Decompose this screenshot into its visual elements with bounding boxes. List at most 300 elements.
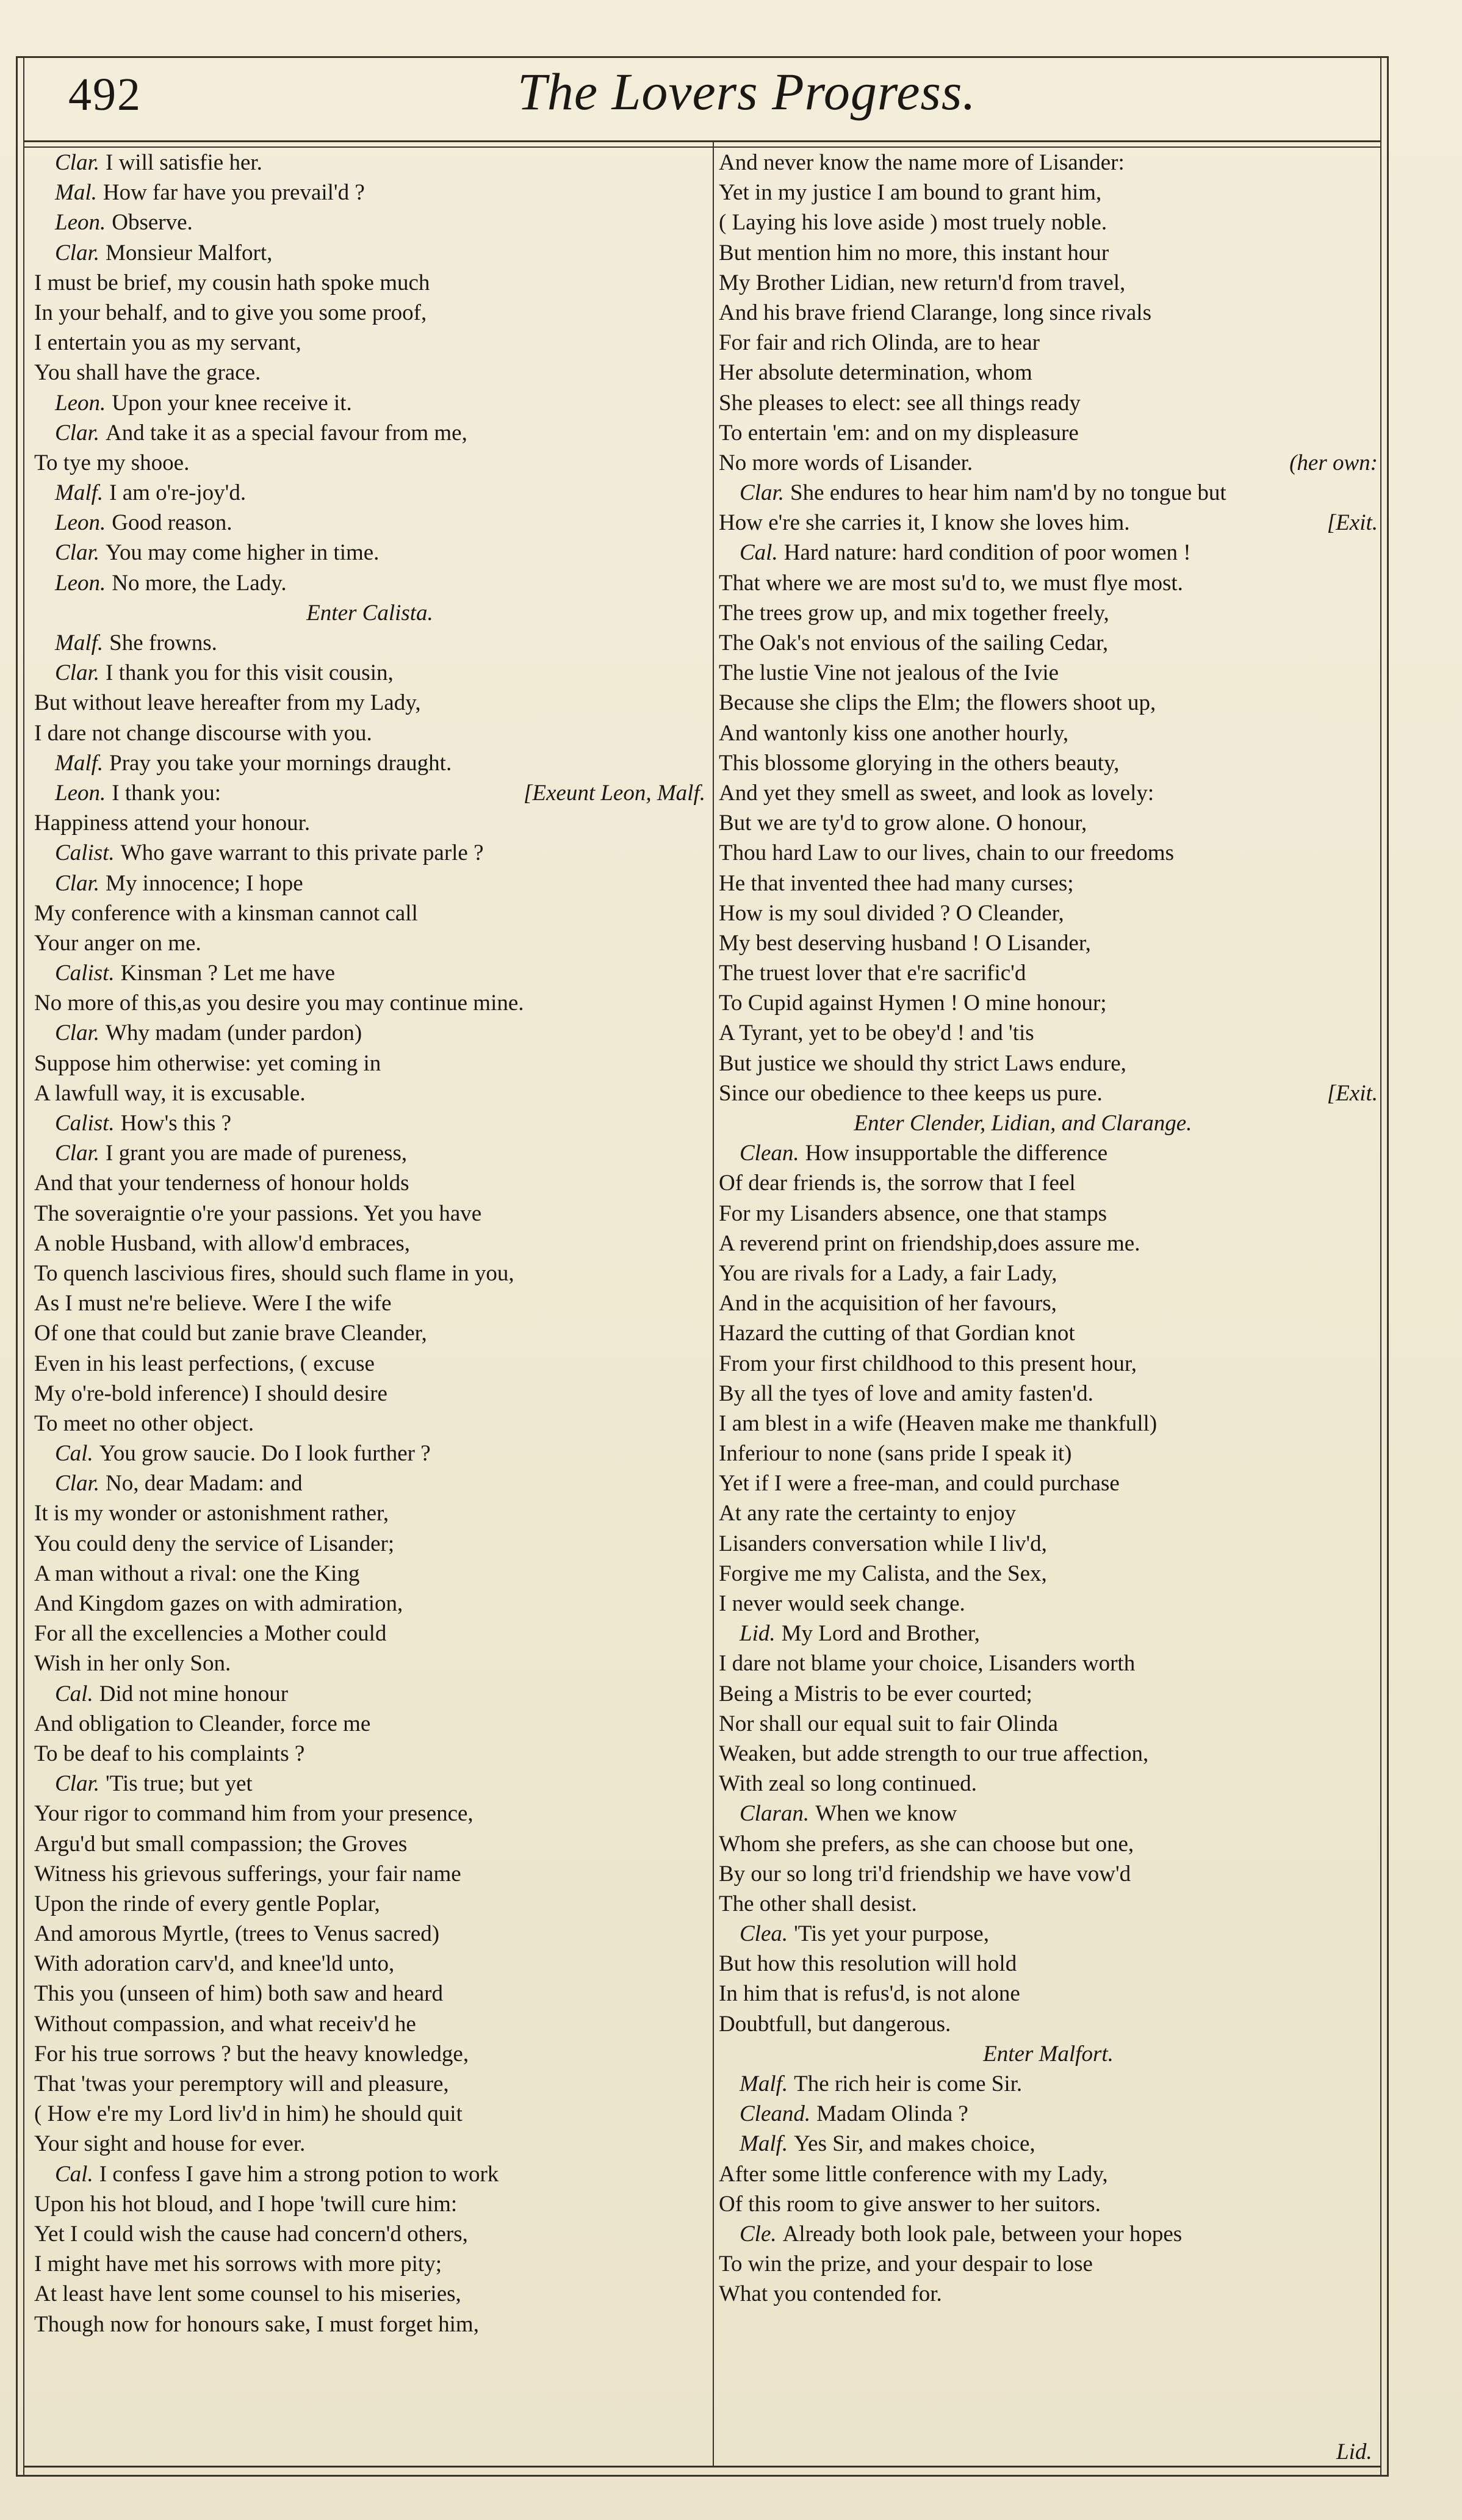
speaker-name: Cal. xyxy=(740,540,778,566)
verse-line xyxy=(719,718,1378,748)
speaker-name: Leon. xyxy=(55,510,106,536)
verse-line xyxy=(34,1229,705,1258)
verse-line xyxy=(34,268,705,298)
verse-line xyxy=(719,898,1378,928)
verse-text: The trees grow up, and mix together freely, xyxy=(719,600,1109,626)
verse-line xyxy=(719,358,1378,388)
verse-line xyxy=(34,1468,705,1498)
verse-text: Yet in my justice I am bound to grant him, xyxy=(719,180,1102,206)
verse-text: Of one that could but zanie brave Cleander, xyxy=(34,1321,427,1346)
verse-line xyxy=(719,1379,1378,1409)
verse-text: For his true sorrows ? but the heavy knowledge, xyxy=(34,2041,469,2067)
verse-text: A reverend print on friendship,does assure me. xyxy=(719,1230,1140,1256)
verse-text: My innocence; I hope xyxy=(106,870,303,896)
verse-text: And amorous Myrtle, (trees to Venus sacred) xyxy=(34,1921,440,1947)
verse-text: This you (unseen of him) both saw and heard xyxy=(34,1981,443,2007)
verse-line xyxy=(719,328,1378,358)
verse-line xyxy=(719,1349,1378,1379)
verse-line xyxy=(719,2219,1378,2249)
verse-line xyxy=(34,1859,705,1889)
verse-line xyxy=(719,448,1378,478)
verse-text: Monsieur Malfort, xyxy=(106,240,273,265)
verse-line xyxy=(719,268,1378,298)
verse-text: What you contended for. xyxy=(719,2281,942,2307)
verse-line xyxy=(34,1619,705,1648)
verse-text: Wish in her only Son. xyxy=(34,1651,231,1677)
verse-text: To quench lascivious fires, should such flame in you, xyxy=(34,1260,514,1286)
verse-line xyxy=(719,1318,1378,1348)
verse-text: Thou hard Law to our lives, chain to our freedoms xyxy=(719,840,1174,866)
verse-line xyxy=(719,688,1378,718)
verse-line xyxy=(34,568,705,598)
verse-text: Even in his least perfections, ( excuse xyxy=(34,1351,375,1376)
verse-text: And that your tenderness of honour holds xyxy=(34,1171,409,1196)
speaker-name: Claran. xyxy=(740,1801,810,1827)
verse-text: But justice we should thy strict Laws endure, xyxy=(719,1050,1126,1076)
verse-text: By our so long tri'd friendship we have vow'd xyxy=(719,1861,1131,1886)
verse-line xyxy=(719,1859,1378,1889)
speaker-name: Calist. xyxy=(55,840,115,866)
verse-line xyxy=(719,1138,1378,1168)
verse-line xyxy=(34,1919,705,1949)
verse-line xyxy=(719,238,1378,268)
verse-text: I am o're-joy'd. xyxy=(109,480,247,506)
verse-text: The Oak's not envious of the sailing Cedar, xyxy=(719,630,1109,655)
verse-text: Of this room to give answer to her suitors. xyxy=(719,2191,1101,2217)
speaker-name: Lid. xyxy=(740,1621,776,1647)
verse-line xyxy=(34,2039,705,2069)
verse-line xyxy=(719,928,1378,958)
verse-line xyxy=(34,1769,705,1799)
verse-text: Good reason. xyxy=(112,510,232,536)
verse-line xyxy=(34,1379,705,1409)
verse-line xyxy=(34,1409,705,1439)
speaker-name: Clar. xyxy=(740,480,785,506)
verse-text: Upon the rinde of every gentle Poplar, xyxy=(34,1891,380,1916)
verse-text: Argu'd but small compassion; the Groves xyxy=(34,1831,408,1857)
verse-text: As I must ne're believe. Were I the wife xyxy=(34,1291,392,1316)
exit-direction: [Exeunt Leon, Malf. xyxy=(523,780,705,806)
verse-line xyxy=(34,508,705,538)
speaker-name: Clar. xyxy=(55,1020,100,1046)
verse-text: She frowns. xyxy=(109,630,217,655)
verse-line xyxy=(719,1049,1378,1078)
verse-text: In your behalf, and to give you some proof, xyxy=(34,300,427,325)
speaker-name: Clar. xyxy=(55,1771,100,1797)
verse-text: To tye my shooe. xyxy=(34,450,190,475)
verse-line xyxy=(34,2219,705,2249)
verse-text: You may come higher in time. xyxy=(106,540,380,566)
verse-text: No more of this,as you desire you may continue mine. xyxy=(34,991,524,1016)
verse-line xyxy=(719,2009,1378,2039)
speaker-name: Mal. xyxy=(55,180,97,206)
verse-text: And his brave friend Clarange, long since rivals xyxy=(719,300,1151,325)
verse-line xyxy=(34,418,705,448)
verse-line xyxy=(719,1078,1378,1108)
verse-line xyxy=(34,2129,705,2159)
verse-line xyxy=(719,1468,1378,1498)
verse-line xyxy=(719,598,1378,628)
stage-direction: Enter Clender, Lidian, and Clarange. xyxy=(854,1111,1192,1136)
verse-line xyxy=(34,2189,705,2219)
verse-line xyxy=(34,1709,705,1739)
verse-text: And take it as a special favour from me, xyxy=(106,420,467,446)
verse-text: And in the acquisition of her favours, xyxy=(719,1291,1057,1316)
verse-line xyxy=(719,148,1378,178)
verse-line xyxy=(34,1349,705,1379)
verse-text: My best deserving husband ! O Lisander, xyxy=(719,930,1091,956)
verse-line xyxy=(34,658,705,688)
speaker-name: Cal. xyxy=(55,1441,93,1467)
verse-text: Hazard the cutting of that Gordian knot xyxy=(719,1321,1075,1346)
verse-text: Lisanders conversation while I liv'd, xyxy=(719,1531,1047,1556)
verse-text: Without compassion, and what receiv'd he xyxy=(34,2011,416,2037)
verse-text: Your anger on me. xyxy=(34,930,201,956)
verse-line xyxy=(34,1078,705,1108)
verse-line xyxy=(719,778,1378,808)
verse-line xyxy=(34,1799,705,1829)
verse-text: To be deaf to his complaints ? xyxy=(34,1741,305,1766)
verse-text: Observe. xyxy=(112,210,193,236)
speaker-name: Malf. xyxy=(55,630,104,655)
verse-line xyxy=(34,1648,705,1678)
verse-line xyxy=(719,958,1378,988)
verse-text: And never know the name more of Lisander: xyxy=(719,150,1125,175)
verse-text: At least have lent some counsel to his miseries, xyxy=(34,2281,461,2307)
stage-direction: Enter Calista. xyxy=(306,600,433,626)
verse-line xyxy=(719,1229,1378,1258)
speaker-name: Leon. xyxy=(55,210,106,236)
speaker-name: Clar. xyxy=(55,660,100,686)
verse-text: My Lord and Brother, xyxy=(781,1621,980,1647)
verse-line xyxy=(34,1498,705,1528)
verse-text: My o're-bold inference) I should desire xyxy=(34,1381,387,1406)
verse-text: The soveraigntie o're your passions. Yet you have xyxy=(34,1200,482,1226)
verse-text: A lawfull way, it is excusable. xyxy=(34,1080,306,1106)
right-column xyxy=(719,148,1378,2309)
verse-text: This blossome glorying in the others beauty, xyxy=(719,750,1120,776)
verse-text: How insupportable the difference xyxy=(805,1141,1108,1166)
verse-text: Whom she prefers, as she can choose but one, xyxy=(719,1831,1134,1857)
verse-text: And wantonly kiss one another hourly, xyxy=(719,720,1069,746)
verse-line xyxy=(719,1168,1378,1198)
verse-line xyxy=(34,538,705,568)
verse-line xyxy=(719,1979,1378,2009)
column-divider xyxy=(713,140,714,2467)
verse-text: You shall have the grace. xyxy=(34,360,261,386)
exit-direction: [Exit. xyxy=(1327,1080,1378,1106)
verse-text: Yes Sir, and makes choice, xyxy=(794,2131,1035,2157)
verse-line xyxy=(34,868,705,898)
verse-text: With adoration carv'd, and knee'ld unto, xyxy=(34,1951,395,1977)
verse-text: For all the excellencies a Mother could xyxy=(34,1621,387,1647)
verse-line xyxy=(34,1199,705,1229)
verse-line xyxy=(34,478,705,508)
verse-text: For fair and rich Olinda, are to hear xyxy=(719,330,1040,356)
verse-text: For my Lisanders absence, one that stamps xyxy=(719,1200,1107,1226)
verse-line xyxy=(719,1619,1378,1648)
verse-line xyxy=(34,1679,705,1709)
verse-line xyxy=(34,2309,705,2339)
verse-text: I dare not blame your choice, Lisanders worth xyxy=(719,1651,1136,1677)
verse-text: My conference with a kinsman cannot call xyxy=(34,900,418,926)
verse-text: My Brother Lidian, new return'd from travel, xyxy=(719,270,1126,295)
verse-text: But we are ty'd to grow alone. O honour, xyxy=(719,811,1087,836)
header-rule xyxy=(23,140,1381,142)
verse-text: No more words of Lisander. xyxy=(719,450,973,475)
verse-line xyxy=(719,388,1378,418)
verse-line xyxy=(34,388,705,418)
verse-line xyxy=(34,328,705,358)
verse-text: At any rate the certainty to enjoy xyxy=(719,1501,1016,1526)
verse-text: He that invented thee had many curses; xyxy=(719,870,1074,896)
verse-line xyxy=(719,2129,1378,2159)
verse-line xyxy=(34,208,705,237)
verse-line xyxy=(719,1829,1378,1859)
verse-line xyxy=(719,1648,1378,1678)
speaker-name: Malf. xyxy=(740,2071,788,2096)
exit-direction: [Exit. xyxy=(1327,510,1378,536)
verse-text: And obligation to Cleander, force me xyxy=(34,1711,371,1736)
verse-line xyxy=(34,1589,705,1619)
verse-text: Why madam (under pardon) xyxy=(106,1020,362,1046)
verse-text: With zeal so long continued. xyxy=(719,1771,977,1797)
verse-line xyxy=(34,958,705,988)
verse-line xyxy=(34,1018,705,1048)
verse-line xyxy=(719,1258,1378,1288)
verse-text: I thank you for this visit cousin, xyxy=(106,660,394,686)
verse-text: From your first childhood to this present hour, xyxy=(719,1351,1137,1376)
verse-text: Yet I could wish the cause had concern'd others, xyxy=(34,2221,468,2247)
speaker-name: Cle. xyxy=(740,2221,777,2247)
verse-text: After some little conference with my Lady, xyxy=(719,2161,1108,2187)
verse-text: Who gave warrant to this private parle ? xyxy=(120,840,484,866)
verse-text: You could deny the service of Lisander; xyxy=(34,1531,395,1556)
verse-text: Pray you take your mornings draught. xyxy=(109,750,452,776)
verse-line xyxy=(34,1168,705,1198)
catchword: Lid. xyxy=(1336,2439,1372,2464)
verse-text: She pleases to elect: see all things ready xyxy=(719,390,1081,416)
verse-line xyxy=(34,2069,705,2099)
verse-line xyxy=(34,358,705,388)
speaker-name: Clar. xyxy=(55,540,100,566)
verse-text: It is my wonder or astonishment rather, xyxy=(34,1501,389,1526)
verse-text: Being a Mistris to be ever courted; xyxy=(719,1681,1032,1706)
verse-text: But without leave hereafter from my Lady, xyxy=(34,690,421,716)
verse-line xyxy=(719,1589,1378,1619)
verse-line xyxy=(719,298,1378,328)
verse-text: Doubtfull, but dangerous. xyxy=(719,2011,951,2037)
exit-direction: (her own: xyxy=(1289,450,1378,475)
verse-line xyxy=(719,628,1378,658)
verse-text: I grant you are made of pureness, xyxy=(106,1141,408,1166)
verse-text: A noble Husband, with allow'd embraces, xyxy=(34,1230,411,1256)
verse-line xyxy=(719,1529,1378,1559)
verse-text: The other shall desist. xyxy=(719,1891,917,1916)
verse-line xyxy=(719,418,1378,448)
speaker-name: Clar. xyxy=(55,240,100,265)
verse-text: That where we are most su'd to, we must flye most. xyxy=(719,570,1183,596)
verse-text: I never would seek change. xyxy=(719,1591,965,1616)
verse-text: By all the tyes of love and amity fasten'd. xyxy=(719,1381,1093,1406)
verse-line xyxy=(719,1559,1378,1589)
verse-line xyxy=(34,898,705,928)
verse-line xyxy=(34,178,705,208)
verse-text: I might have met his sorrows with more pity; xyxy=(34,2251,442,2277)
verse-text: And Kingdom gazes on with admiration, xyxy=(34,1591,403,1616)
verse-text: To entertain 'em: and on my displeasure xyxy=(719,420,1079,446)
verse-line xyxy=(719,1409,1378,1439)
verse-text: The truest lover that e're sacrific'd xyxy=(719,961,1026,986)
left-column xyxy=(34,148,705,2339)
verse-line xyxy=(719,868,1378,898)
verse-text: I thank you: xyxy=(112,780,221,806)
verse-line xyxy=(34,628,705,658)
verse-line xyxy=(34,1258,705,1288)
verse-line xyxy=(34,1288,705,1318)
verse-text: Weaken, but adde strength to our true affection, xyxy=(719,1741,1149,1766)
speaker-name: Clean. xyxy=(740,1141,799,1166)
verse-line xyxy=(719,1799,1378,1829)
speaker-name: Calist. xyxy=(55,1111,115,1136)
verse-line xyxy=(34,718,705,748)
verse-line xyxy=(719,658,1378,688)
speaker-name: Leon. xyxy=(55,780,106,806)
verse-line xyxy=(719,2099,1378,2129)
verse-line xyxy=(34,1889,705,1919)
verse-text: When we know xyxy=(815,1801,957,1827)
verse-line xyxy=(34,1739,705,1769)
verse-line xyxy=(34,988,705,1018)
verse-text: Kinsman ? Let me have xyxy=(120,961,336,986)
verse-text: A man without a rival: one the King xyxy=(34,1561,360,1586)
verse-text: I confess I gave him a strong potion to work xyxy=(99,2161,499,2187)
speaker-name: Leon. xyxy=(55,390,106,416)
verse-text: I am blest in a wife (Heaven make me thankfull) xyxy=(719,1410,1158,1436)
speaker-name: Clea. xyxy=(740,1921,788,1947)
verse-line xyxy=(719,2249,1378,2279)
verse-line xyxy=(34,2279,705,2309)
verse-line xyxy=(34,778,705,808)
verse-text: Though now for honours sake, I must forget him, xyxy=(34,2311,479,2337)
verse-line xyxy=(34,2159,705,2189)
verse-line xyxy=(719,568,1378,598)
verse-text: Of dear friends is, the sorrow that I feel xyxy=(719,1171,1076,1196)
verse-text: I will satisfie her. xyxy=(106,150,262,175)
verse-line xyxy=(719,1769,1378,1799)
verse-line xyxy=(34,928,705,958)
verse-line xyxy=(34,2249,705,2279)
verse-text: Madam Olinda ? xyxy=(816,2101,968,2127)
running-title: The Lovers Progress. xyxy=(517,62,976,121)
verse-line xyxy=(34,1949,705,1979)
verse-text: To Cupid against Hymen ! O mine honour; xyxy=(719,991,1107,1016)
verse-text: I dare not change discourse with you. xyxy=(34,720,372,746)
verse-line xyxy=(34,148,705,178)
speaker-name: Malf. xyxy=(55,480,104,506)
verse-line xyxy=(719,208,1378,237)
verse-text: How is my soul divided ? O Cleander, xyxy=(719,900,1064,926)
verse-text: Yet if I were a free-man, and could purchase xyxy=(719,1471,1120,1496)
verse-text: Inferiour to none (sans pride I speak it) xyxy=(719,1441,1072,1467)
verse-line xyxy=(34,298,705,328)
verse-text: No more, the Lady. xyxy=(112,570,287,596)
verse-text: Nor shall our equal suit to fair Olinda xyxy=(719,1711,1058,1736)
speaker-name: Clar. xyxy=(55,1471,100,1496)
verse-line xyxy=(719,2069,1378,2099)
verse-text: A Tyrant, yet to be obey'd ! and 'tis xyxy=(719,1020,1034,1046)
verse-line xyxy=(719,1018,1378,1048)
verse-line xyxy=(34,1049,705,1078)
verse-text: I must be brief, my cousin hath spoke much xyxy=(34,270,430,295)
speaker-name: Cal. xyxy=(55,2161,93,2187)
verse-text: Suppose him otherwise: yet coming in xyxy=(34,1050,381,1076)
speaker-name: Clar. xyxy=(55,150,100,175)
verse-text: How far have you prevail'd ? xyxy=(103,180,365,206)
verse-text: Forgive me my Calista, and the Sex, xyxy=(719,1561,1047,1586)
verse-line xyxy=(34,1559,705,1589)
verse-text: Because she clips the Elm; the flowers shoot up, xyxy=(719,690,1156,716)
verse-text: But mention him no more, this instant hour xyxy=(719,240,1109,265)
verse-line xyxy=(719,1439,1378,1468)
stage-direction: Enter Malfort. xyxy=(983,2041,1114,2067)
verse-text: ( Laying his love aside ) most truely noble. xyxy=(719,210,1107,236)
verse-line xyxy=(34,448,705,478)
verse-line xyxy=(719,478,1378,508)
verse-line xyxy=(719,2159,1378,2189)
verse-line xyxy=(719,1889,1378,1919)
verse-text: Did not mine honour xyxy=(99,1681,289,1706)
verse-line xyxy=(719,838,1378,868)
verse-text: Already both look pale, between your hopes xyxy=(782,2221,1183,2247)
verse-line xyxy=(34,838,705,868)
speaker-name: Malf. xyxy=(740,2131,788,2157)
verse-text: And yet they smell as sweet, and look as lovely: xyxy=(719,780,1154,806)
speaker-name: Clar. xyxy=(55,1141,100,1166)
verse-text: The rich heir is come Sir. xyxy=(794,2071,1023,2096)
verse-text: To meet no other object. xyxy=(34,1410,254,1436)
verse-text: 'Tis yet your purpose, xyxy=(794,1921,989,1947)
verse-line xyxy=(719,748,1378,778)
verse-text: I entertain you as my servant, xyxy=(34,330,301,356)
verse-text: The lustie Vine not jealous of the Ivie xyxy=(719,660,1059,686)
verse-line xyxy=(719,508,1378,538)
verse-text: She endures to hear him nam'd by no tongue but xyxy=(790,480,1226,506)
verse-line xyxy=(34,238,705,268)
verse-text: 'Tis true; but yet xyxy=(106,1771,253,1797)
verse-line xyxy=(34,1318,705,1348)
verse-line xyxy=(34,1138,705,1168)
speaker-name: Malf. xyxy=(55,750,104,776)
speaker-name: Leon. xyxy=(55,570,106,596)
verse-line xyxy=(719,988,1378,1018)
verse-line xyxy=(34,1979,705,2009)
verse-line xyxy=(719,1679,1378,1709)
verse-text: You are rivals for a Lady, a fair Lady, xyxy=(719,1260,1057,1286)
verse-line xyxy=(719,1709,1378,1739)
verse-line xyxy=(719,1949,1378,1979)
verse-text: ( How e're my Lord liv'd in him) he should quit xyxy=(34,2101,463,2127)
verse-line xyxy=(34,808,705,838)
verse-text: Happiness attend your honour. xyxy=(34,811,311,836)
speaker-name: Clar. xyxy=(55,870,100,896)
speaker-name: Cleand. xyxy=(740,2101,811,2127)
page-number: 492 xyxy=(68,69,142,120)
verse-text: Since our obedience to thee keeps us pure. xyxy=(719,1080,1103,1106)
verse-line xyxy=(719,1199,1378,1229)
verse-text: Witness his grievous sufferings, your fair name xyxy=(34,1861,461,1886)
verse-line xyxy=(34,1108,705,1138)
